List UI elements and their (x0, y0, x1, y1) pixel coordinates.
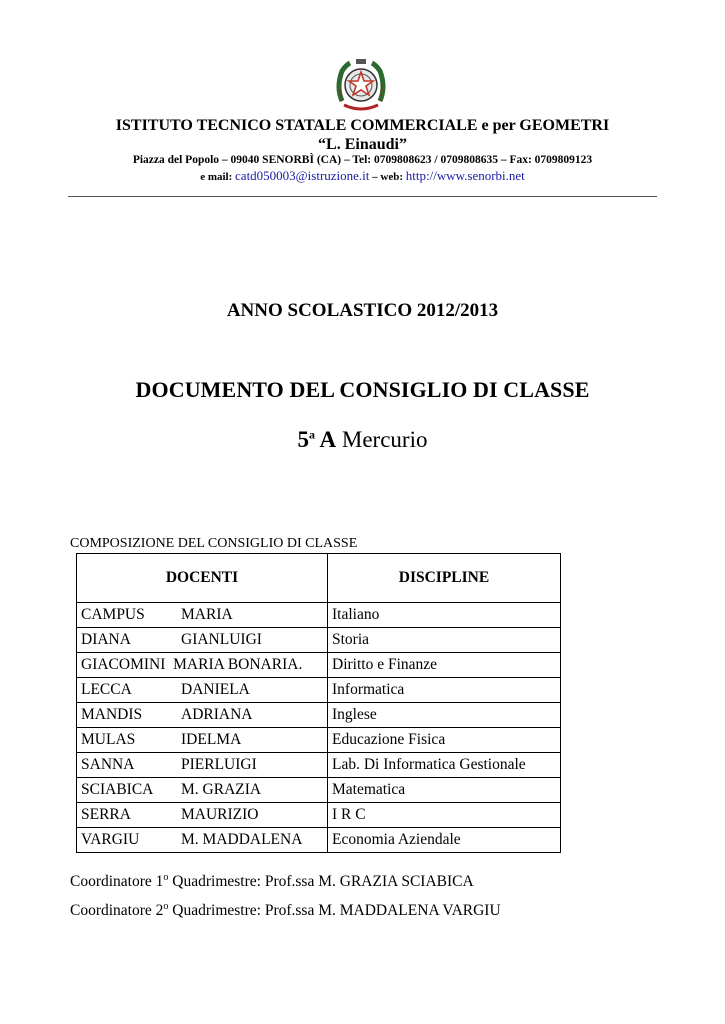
email-link[interactable]: catd050003@istruzione.it (235, 168, 370, 183)
table-row (77, 603, 561, 628)
table-row (77, 628, 561, 653)
subject: Matematica (328, 778, 561, 803)
coordinator-ordinal: o (163, 872, 169, 883)
school-subname: “L. Einaudi” (318, 136, 407, 153)
school-year: ANNO SCOLASTICO 2012/2013 (226, 300, 499, 321)
teacher-surname: CAMPUS (81, 606, 145, 623)
school-name: ISTITUTO TECNICO STATALE COMMERCIALE e per GEOMETRI (115, 117, 610, 134)
teacher-name: DANIELA (181, 681, 250, 698)
coordinator-text: Quadrimestre: Prof.ssa M. MADDALENA VARGIU (168, 902, 501, 920)
teacher-name: MARIA (181, 606, 233, 623)
subject: Lab. Di Informatica Gestionale (328, 753, 561, 778)
subject: Italiano (328, 603, 561, 628)
class-number: 5 (297, 427, 310, 452)
subject: Educazione Fisica (328, 728, 561, 753)
column-header-discipline: DISCIPLINE (328, 554, 561, 603)
teacher-surname: VARGIU (81, 831, 140, 848)
subject: Economia Aziendale (328, 828, 561, 853)
subject: Diritto e Finanze (328, 653, 561, 678)
italian-republic-emblem-icon (334, 57, 388, 115)
table-row (77, 753, 561, 778)
teacher-surname: SCIABICA (81, 781, 154, 798)
subject: I R C (328, 803, 561, 828)
teacher-surname: LECCA (81, 681, 132, 698)
header-divider (68, 196, 657, 197)
column-header-docenti: DOCENTI (77, 554, 328, 603)
council-table (76, 553, 561, 853)
teacher-surname: SANNA (81, 756, 135, 773)
teacher-surname: DIANA (81, 631, 131, 648)
teacher-surname: GIACOMINI (81, 656, 166, 673)
web-label: web: (380, 171, 404, 183)
class-section: A (319, 427, 337, 452)
table-row (77, 703, 561, 728)
contact-line (0, 168, 725, 184)
table-row (77, 653, 561, 678)
class-title (0, 427, 725, 453)
teacher-surname: SERRA (81, 806, 131, 823)
subject: Informatica (328, 678, 561, 703)
coordinator-ordinal: o (163, 901, 169, 912)
subject: Storia (328, 628, 561, 653)
teacher-surname: MANDIS (81, 706, 143, 723)
teacher-name: ADRIANA (181, 706, 253, 723)
web-link[interactable]: http://www.senorbi.net (405, 168, 525, 183)
coordinator-text: Quadrimestre: Prof.ssa M. GRAZIA SCIABICA (168, 873, 474, 891)
table-header-row (77, 554, 561, 603)
email-label: e mail: (200, 171, 233, 183)
class-superscript: a (309, 427, 316, 442)
coordinator-first-term (70, 872, 474, 891)
coordinator-second-term (70, 901, 501, 920)
teacher-surname: MULAS (81, 731, 136, 748)
table-row (77, 803, 561, 828)
table-row (77, 778, 561, 803)
table-row (77, 678, 561, 703)
teacher-name: MARIA BONARIA. (173, 656, 303, 673)
teacher-name: M. GRAZIA (181, 781, 262, 798)
composition-title: COMPOSIZIONE DEL CONSIGLIO DI CLASSE (70, 536, 358, 551)
class-name: Mercurio (341, 427, 428, 452)
subject: Inglese (328, 703, 561, 728)
document-title: DOCUMENTO DEL CONSIGLIO DI CLASSE (135, 377, 590, 402)
teacher-name: IDELMA (181, 731, 242, 748)
table-row (77, 828, 561, 853)
school-address: Piazza del Popolo – 09040 SENORBÌ (CA) – Tel: 0709808623 / 0709808635 – Fax: 0709809123 (132, 154, 593, 166)
teacher-name: GIANLUIGI (181, 631, 262, 648)
table-row (77, 728, 561, 753)
teacher-name: PIERLUIGI (181, 756, 257, 773)
contact-separator: – (372, 171, 378, 183)
coordinator-label: Coordinatore 1 (70, 873, 164, 891)
teacher-name: M. MADDALENA (181, 831, 303, 848)
teacher-name: MAURIZIO (181, 806, 259, 823)
coordinator-label: Coordinatore 2 (70, 902, 164, 920)
